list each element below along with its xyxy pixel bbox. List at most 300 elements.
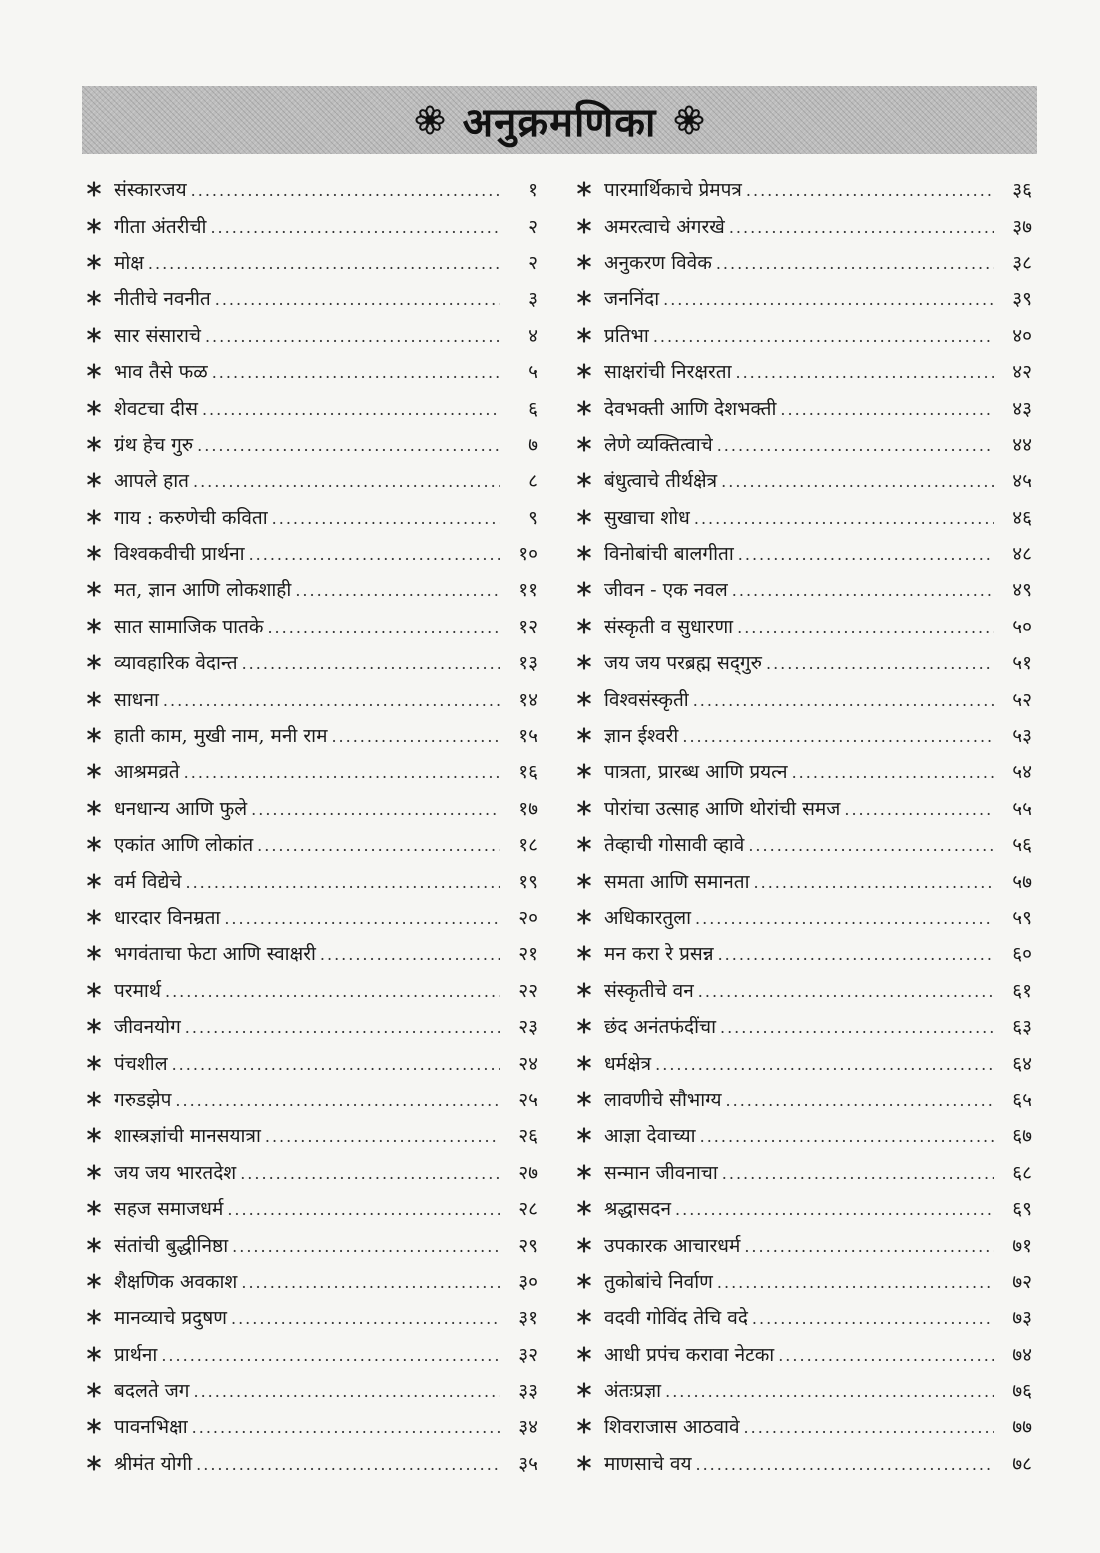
contents-entry	[576, 972, 1032, 1008]
entry-page-number: ३४	[518, 1416, 538, 1439]
entry-page-number: १	[528, 179, 538, 202]
asterisk-bullet-icon	[576, 581, 604, 597]
contents-entry	[576, 608, 1032, 644]
asterisk-bullet-icon	[86, 400, 114, 416]
asterisk-bullet-icon	[576, 1418, 604, 1434]
entry-title: हाती काम, मुखी नाम, मनी राम	[114, 725, 328, 748]
dot-leader	[718, 947, 994, 963]
contents-entry	[576, 571, 1032, 607]
entry-page-number: ५४	[1012, 761, 1032, 784]
contents-entry	[576, 1008, 1032, 1044]
entry-page-number: २	[528, 251, 538, 274]
dot-leader	[161, 1348, 500, 1364]
dot-leader	[320, 947, 500, 963]
entry-page-number: ३५	[518, 1452, 538, 1475]
entry-title: मोक्ष	[114, 251, 144, 274]
dot-leader	[212, 365, 500, 381]
dot-leader	[175, 1093, 500, 1109]
dot-leader	[242, 656, 500, 672]
entry-page-number: ७१	[1012, 1234, 1032, 1257]
contents-entry	[576, 680, 1032, 716]
dot-leader	[729, 220, 994, 236]
asterisk-bullet-icon	[86, 363, 114, 379]
asterisk-bullet-icon	[576, 181, 604, 197]
entry-page-number: ८	[528, 470, 538, 493]
contents-entry	[86, 535, 538, 571]
dot-leader	[675, 1202, 994, 1218]
entry-page-number: ५५	[1012, 797, 1032, 820]
asterisk-bullet-icon	[86, 509, 114, 525]
entry-page-number: ३८	[1012, 251, 1032, 274]
dot-leader	[722, 1166, 994, 1182]
dot-leader	[267, 620, 500, 636]
contents-entry	[86, 1408, 538, 1444]
asterisk-bullet-icon	[576, 1164, 604, 1180]
contents-entry	[86, 1117, 538, 1153]
entry-page-number: ३९	[1012, 288, 1032, 311]
contents-entry	[576, 1299, 1032, 1335]
entry-title: भाव तैसे फळ	[114, 361, 208, 384]
entry-page-number: ३६	[1012, 179, 1032, 202]
contents-entry	[86, 571, 538, 607]
entry-title: संस्कारजय	[114, 179, 187, 202]
entry-page-number: ७७	[1012, 1416, 1032, 1439]
entry-page-number: ७	[528, 433, 538, 456]
dot-leader	[196, 1457, 500, 1473]
entry-page-number: ४८	[1012, 543, 1032, 566]
entry-page-number: ५	[528, 361, 538, 384]
entry-page-number: ४३	[1012, 397, 1032, 420]
asterisk-bullet-icon	[86, 218, 114, 234]
contents-entry	[86, 280, 538, 316]
asterisk-bullet-icon	[86, 181, 114, 197]
asterisk-bullet-icon	[576, 472, 604, 488]
entry-page-number: ३२	[518, 1343, 538, 1366]
asterisk-bullet-icon	[576, 1455, 604, 1471]
entry-page-number: २०	[518, 907, 538, 929]
asterisk-bullet-icon	[86, 1200, 114, 1216]
dot-leader	[231, 1311, 500, 1327]
asterisk-bullet-icon	[576, 691, 604, 707]
entry-page-number: २५	[518, 1088, 538, 1111]
asterisk-bullet-icon	[86, 873, 114, 889]
title-banner	[82, 86, 1037, 154]
entry-title: गाय : करुणेची कविता	[114, 506, 268, 529]
asterisk-bullet-icon	[86, 1418, 114, 1434]
entry-title: आश्रमव्रते	[114, 761, 180, 784]
entry-page-number: १८	[518, 834, 538, 857]
entry-page-number: ७६	[1012, 1380, 1032, 1403]
entry-title: पंचशील	[114, 1052, 168, 1075]
dot-leader	[210, 220, 500, 236]
contents-entry	[576, 1445, 1032, 1481]
entry-page-number: ६	[528, 397, 538, 420]
contents-entry	[576, 826, 1032, 862]
entry-title: आज्ञा देवाच्या	[604, 1125, 696, 1148]
entry-title: आपले हात	[114, 470, 189, 493]
entry-title: वदवी गोविंद तेचि वदे	[604, 1307, 748, 1330]
dot-leader	[695, 1457, 994, 1473]
entry-page-number: ४४	[1012, 433, 1032, 456]
contents-entry	[86, 644, 538, 680]
dot-leader	[148, 256, 500, 272]
entry-title: भगवंताचा फेटा आणि स्वाक्षरी	[114, 943, 316, 966]
asterisk-bullet-icon	[576, 618, 604, 634]
entry-title: तुकोबांचे निर्वाण	[604, 1270, 713, 1293]
contents-entry	[86, 862, 538, 898]
entry-title: उपकारक आचारधर्म	[604, 1234, 741, 1257]
asterisk-bullet-icon	[576, 654, 604, 670]
dot-leader	[249, 547, 500, 563]
dot-leader	[844, 802, 994, 818]
asterisk-bullet-icon	[86, 436, 114, 452]
entry-page-number: २८	[518, 1198, 538, 1221]
entry-title: सन्मान जीवनाचा	[604, 1161, 718, 1184]
contents-entry	[576, 1336, 1032, 1372]
contents-entry	[576, 499, 1032, 535]
entry-title: जीवन - एक नवल	[604, 579, 728, 602]
entry-page-number: ७८	[1012, 1452, 1032, 1475]
contents-entry	[86, 426, 538, 462]
entry-page-number: ३	[528, 288, 538, 311]
asterisk-bullet-icon	[576, 873, 604, 889]
asterisk-bullet-icon	[576, 945, 604, 961]
asterisk-bullet-icon	[86, 654, 114, 670]
entry-page-number: ७४	[1012, 1343, 1032, 1366]
entry-title: छंद अनंतफंदींचा	[604, 1016, 716, 1039]
dot-leader	[694, 511, 994, 527]
dot-leader	[663, 292, 994, 308]
dot-leader	[202, 402, 500, 418]
dot-leader	[331, 729, 500, 745]
entry-title: संस्कृतीचे वन	[604, 979, 694, 1002]
contents-entry	[576, 1190, 1032, 1226]
contents-column-left	[86, 171, 538, 1481]
entry-page-number: ३०	[518, 1270, 538, 1293]
contents-entry	[576, 426, 1032, 462]
entry-title: लेणे व्यक्तित्वाचे	[604, 433, 713, 456]
entry-title: साधना	[114, 688, 159, 711]
asterisk-bullet-icon	[576, 1055, 604, 1071]
asterisk-bullet-icon	[86, 254, 114, 270]
entry-page-number: २२	[518, 979, 538, 1002]
entry-page-number: ४	[528, 324, 538, 347]
dot-leader	[193, 474, 500, 490]
dot-leader	[191, 183, 500, 199]
asterisk-bullet-icon	[86, 472, 114, 488]
entry-page-number: ४२	[1012, 361, 1032, 384]
entry-page-number: ३३	[518, 1380, 538, 1403]
entry-page-number: ५२	[1012, 688, 1032, 711]
entry-page-number: १९	[518, 870, 538, 893]
dot-leader	[653, 329, 994, 345]
dot-leader	[693, 693, 994, 709]
dot-leader	[184, 765, 500, 781]
contents-entry	[576, 207, 1032, 243]
dot-leader	[295, 583, 500, 599]
dot-leader	[251, 802, 500, 818]
entry-title: संस्कृती व सुधारणा	[604, 615, 734, 638]
dot-leader	[163, 693, 500, 709]
entry-page-number: २७	[518, 1161, 538, 1184]
contents-entry	[576, 790, 1032, 826]
entry-page-number: १४	[518, 688, 538, 711]
asterisk-bullet-icon	[86, 1309, 114, 1325]
entry-page-number: १६	[518, 761, 538, 784]
entry-title: सार संसाराचे	[114, 324, 201, 347]
dot-leader	[265, 1129, 500, 1145]
contents-entry	[86, 717, 538, 753]
dot-leader	[192, 1420, 500, 1436]
dot-leader	[738, 547, 994, 563]
entry-title: धर्मक्षेत्र	[604, 1052, 652, 1075]
entry-page-number: ६८	[1012, 1161, 1032, 1184]
entry-page-number: ५३	[1012, 725, 1032, 748]
contents-entry	[86, 1154, 538, 1190]
asterisk-bullet-icon	[576, 1309, 604, 1325]
page-title: अनुक्रमणिका	[462, 98, 657, 146]
asterisk-bullet-icon	[576, 290, 604, 306]
dot-leader	[744, 1239, 994, 1255]
dot-leader	[185, 1020, 500, 1036]
asterisk-bullet-icon	[576, 909, 604, 925]
entry-page-number: ४०	[1012, 324, 1032, 347]
entry-page-number: ६७	[1012, 1125, 1032, 1148]
entry-page-number: ५७	[1012, 870, 1032, 893]
entry-title: व्यावहारिक वेदान्त	[114, 652, 238, 675]
entry-title: पावनभिक्षा	[114, 1416, 188, 1439]
entry-title: शैक्षणिक अवकाश	[114, 1270, 238, 1293]
dot-leader	[737, 620, 994, 636]
contents-entry	[86, 1190, 538, 1226]
dot-leader	[766, 656, 994, 672]
asterisk-bullet-icon	[86, 1273, 114, 1289]
entry-page-number: ३१	[518, 1307, 538, 1330]
entry-title: प्रतिभा	[604, 324, 649, 347]
entry-page-number: ५०	[1012, 615, 1032, 638]
asterisk-bullet-icon	[86, 1164, 114, 1180]
contents-entry	[576, 1408, 1032, 1444]
entry-page-number: ६९	[1012, 1198, 1032, 1221]
asterisk-bullet-icon	[576, 1200, 604, 1216]
dot-leader	[780, 402, 994, 418]
entry-page-number: ७२	[1012, 1270, 1032, 1293]
dot-leader	[717, 438, 994, 454]
contents-entry	[576, 644, 1032, 680]
contents-entry	[576, 1154, 1032, 1190]
contents-entry	[576, 317, 1032, 353]
asterisk-bullet-icon	[576, 436, 604, 452]
entry-title: श्रद्धासदन	[604, 1198, 672, 1221]
contents-entry	[86, 1226, 538, 1262]
entry-page-number: ५९	[1012, 907, 1032, 929]
contents-entry	[86, 171, 538, 207]
contents-entry	[86, 680, 538, 716]
entry-title: सात सामाजिक पातके	[114, 615, 264, 638]
dot-leader	[172, 1057, 500, 1073]
entry-page-number: २४	[518, 1052, 538, 1075]
entry-title: तेव्हाची गोसावी व्हावे	[604, 834, 745, 857]
entry-page-number: ३७	[1012, 215, 1032, 238]
entry-title: मन करा रे प्रसन्न	[604, 943, 714, 966]
entry-page-number: ५६	[1012, 834, 1032, 857]
asterisk-bullet-icon	[86, 1237, 114, 1253]
entry-title: देवभक्ती आणि देशभक्ती	[604, 397, 777, 420]
asterisk-bullet-icon	[576, 218, 604, 234]
entry-title: बंधुत्वाचे तीर्थक्षेत्र	[604, 470, 718, 493]
dot-leader	[778, 1348, 994, 1364]
dot-leader	[197, 438, 500, 454]
asterisk-bullet-icon	[86, 945, 114, 961]
asterisk-bullet-icon	[86, 727, 114, 743]
entry-title: परमार्थ	[114, 979, 161, 1002]
entry-title: जय जय भारतदेश	[114, 1161, 237, 1184]
entry-title: प्रार्थना	[114, 1343, 158, 1366]
asterisk-bullet-icon	[86, 290, 114, 306]
asterisk-bullet-icon	[86, 691, 114, 707]
asterisk-bullet-icon	[86, 1091, 114, 1107]
contents-entry	[86, 353, 538, 389]
dot-leader	[698, 984, 994, 1000]
asterisk-bullet-icon	[86, 545, 114, 561]
entry-title: शास्त्रज्ञांची मानसयात्रा	[114, 1125, 261, 1148]
entry-page-number: ९	[528, 506, 538, 529]
contents-entry	[576, 1081, 1032, 1117]
dot-leader	[232, 1239, 500, 1255]
contents-entry	[86, 244, 538, 280]
entry-title: विश्वकवीची प्रार्थना	[114, 543, 245, 566]
contents-entry	[86, 207, 538, 243]
dot-leader	[792, 765, 994, 781]
dot-leader	[754, 875, 994, 891]
dot-leader	[682, 729, 994, 745]
entry-title: वर्म विद्येचे	[114, 870, 182, 893]
asterisk-bullet-icon	[576, 1018, 604, 1034]
contents-entry	[576, 753, 1032, 789]
contents-entry	[86, 790, 538, 826]
asterisk-bullet-icon	[86, 1127, 114, 1143]
entry-page-number: २	[528, 215, 538, 238]
contents-entry	[576, 244, 1032, 280]
asterisk-bullet-icon	[576, 982, 604, 998]
asterisk-bullet-icon	[86, 1055, 114, 1071]
dot-leader	[227, 1202, 500, 1218]
asterisk-bullet-icon	[576, 1346, 604, 1362]
contents-entry	[576, 862, 1032, 898]
contents-entry	[86, 1299, 538, 1335]
dot-leader	[165, 984, 500, 1000]
dot-leader	[215, 292, 500, 308]
entry-page-number: ७३	[1012, 1307, 1032, 1330]
asterisk-bullet-icon	[576, 1273, 604, 1289]
entry-title: अनुकरण विवेक	[604, 251, 712, 274]
entry-page-number: १०	[518, 543, 538, 566]
entry-title: जीवनयोग	[114, 1016, 181, 1039]
entry-title: अधिकारतुला	[604, 907, 692, 929]
entry-title: शेवटचा दीस	[114, 397, 198, 420]
entry-title: अंतःप्रज्ञा	[604, 1380, 662, 1403]
asterisk-bullet-icon	[576, 1091, 604, 1107]
contents-entry	[576, 1263, 1032, 1299]
entry-title: एकांत आणि लोकांत	[114, 834, 254, 857]
entry-page-number: ६४	[1012, 1052, 1032, 1075]
contents-entry	[86, 972, 538, 1008]
dot-leader	[272, 511, 500, 527]
asterisk-bullet-icon	[576, 763, 604, 779]
asterisk-bullet-icon	[86, 581, 114, 597]
contents-entry	[86, 1336, 538, 1372]
dot-leader	[721, 474, 994, 490]
entry-page-number: २९	[518, 1234, 538, 1257]
entry-title: विनोबांची बालगीता	[604, 543, 734, 566]
dot-leader	[732, 583, 994, 599]
dot-leader	[717, 1275, 994, 1291]
contents-entry	[576, 717, 1032, 753]
contents-entry	[86, 1008, 538, 1044]
entry-title: धारदार विनम्रता	[114, 907, 221, 929]
asterisk-bullet-icon	[86, 618, 114, 634]
entry-page-number: २६	[518, 1125, 538, 1148]
asterisk-bullet-icon	[576, 545, 604, 561]
contents-entry	[86, 608, 538, 644]
contents-entry	[86, 935, 538, 971]
asterisk-bullet-icon	[86, 1455, 114, 1471]
entry-title: शिवराजास आठवावे	[604, 1416, 740, 1439]
entry-title: सुखाचा शोध	[604, 506, 690, 529]
entry-page-number: १५	[518, 725, 538, 748]
asterisk-bullet-icon	[576, 400, 604, 416]
asterisk-bullet-icon	[86, 1018, 114, 1034]
contents-entry	[86, 499, 538, 535]
dot-leader	[241, 1275, 500, 1291]
entry-title: पात्रता, प्रारब्ध आणि प्रयत्न	[604, 761, 788, 784]
dot-leader	[748, 838, 994, 854]
entry-title: संतांची बुद्धीनिष्ठा	[114, 1234, 229, 1257]
contents-entry	[576, 899, 1032, 935]
entry-title: ज्ञान ईश्वरी	[604, 725, 679, 748]
entry-page-number: १३	[518, 652, 538, 675]
entry-title: धनधान्य आणि फुले	[114, 797, 248, 820]
entry-title: माणसाचे वय	[604, 1452, 692, 1475]
asterisk-bullet-icon	[576, 254, 604, 270]
contents-entry	[86, 899, 538, 935]
entry-page-number: ५१	[1012, 652, 1032, 675]
dot-leader	[257, 838, 500, 854]
asterisk-bullet-icon	[576, 1237, 604, 1253]
contents-entry	[576, 171, 1032, 207]
entry-title: गीता अंतरीची	[114, 215, 207, 238]
asterisk-bullet-icon	[86, 763, 114, 779]
dot-leader	[716, 256, 994, 272]
contents-entry	[86, 753, 538, 789]
entry-page-number: ६३	[1012, 1016, 1032, 1039]
contents-entry	[576, 280, 1032, 316]
asterisk-bullet-icon	[576, 836, 604, 852]
flower-ornament-icon	[674, 105, 704, 135]
entry-title: साक्षरांची निरक्षरता	[604, 361, 732, 384]
entry-title: लावणीचे सौभाग्य	[604, 1088, 722, 1111]
entry-title: विश्वसंस्कृती	[604, 688, 689, 711]
asterisk-bullet-icon	[576, 1127, 604, 1143]
contents-entry	[576, 1226, 1032, 1262]
asterisk-bullet-icon	[576, 363, 604, 379]
entry-page-number: ४५	[1012, 470, 1032, 493]
entry-title: पोरांचा उत्साह आणि थोरांची समज	[604, 797, 841, 820]
dot-leader	[720, 1020, 994, 1036]
entry-page-number: २१	[518, 943, 538, 966]
dot-leader	[746, 183, 994, 199]
contents-entry	[86, 1044, 538, 1080]
